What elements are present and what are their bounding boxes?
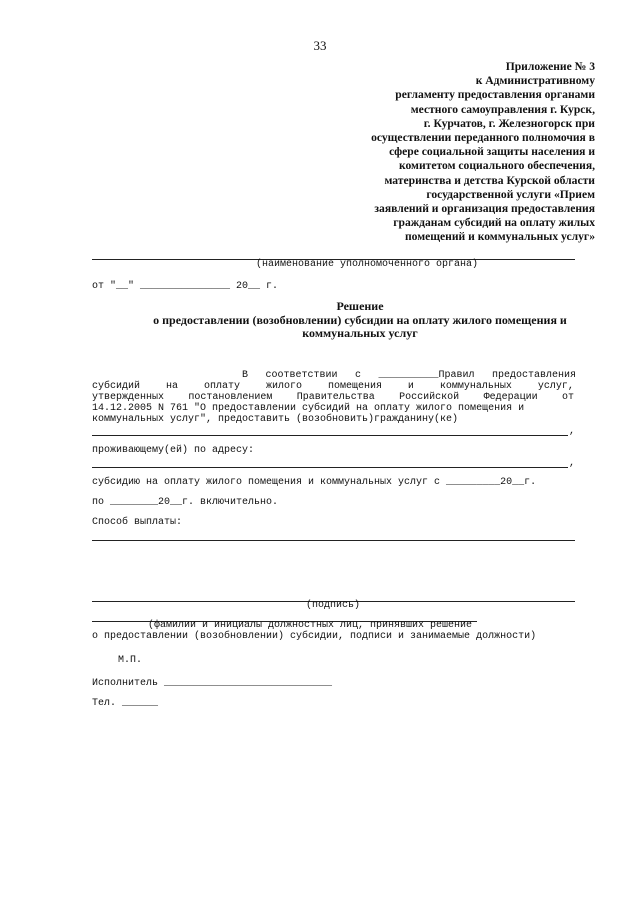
paragraph-line-5: коммунальных услуг", предоставить (возобновить)гражданину(ке) [92, 414, 459, 425]
word: В [242, 370, 249, 381]
stamp-place: М.П. [118, 655, 143, 666]
paragraph-line-2 [92, 381, 574, 392]
address-label: проживающему(ей) по адресу: [92, 445, 255, 456]
appendix-line: гражданам субсидий на оплату жилых [393, 216, 595, 230]
appendix-header [275, 60, 595, 245]
officials-caption: (фамилии и инициалы должностных лиц, принявших решение [148, 620, 473, 631]
appendix-line: к Административному [475, 74, 595, 88]
word: от [561, 392, 574, 403]
org-name-caption: (наименование уполномоченного органа) [256, 259, 479, 270]
appendix-line: материнства и детства Курской области [384, 173, 595, 187]
payment-method-label: Способ выплаты: [92, 517, 183, 528]
address-line [92, 467, 568, 468]
comma: , [569, 458, 576, 469]
word: оплату [203, 381, 240, 392]
word: коммунальных [439, 381, 512, 392]
paragraph-line-3 [92, 392, 574, 403]
decision-title [0, 300, 640, 341]
appendix-line: комитетом социального обеспечения, [398, 159, 595, 173]
appendix-line: Приложение № 3 [505, 60, 595, 73]
subsidy-period-start: субсидию на оплату жилого помещения и коммунальных услуг с _________20__г. [92, 477, 537, 488]
word: жилого [265, 381, 302, 392]
appendix-line: регламенту предоставления органами [395, 88, 595, 102]
appendix-line: помещений и коммунальных услуг» [404, 230, 595, 244]
phone-field: Тел. ______ [92, 698, 159, 709]
word: субсидий [92, 381, 141, 392]
appendix-line: государственной услуги «Прием [426, 187, 595, 201]
appendix-line: заявлений и организация предоставления [374, 202, 595, 216]
executor-field: Исполнитель ____________________________ [92, 678, 333, 689]
title-line: Решение [336, 299, 384, 313]
payment-method-line [92, 540, 575, 541]
paragraph-line-4: 14.12.2005 N 761 "О предоставлении субсидий на оплату жилого помещения и [92, 403, 525, 414]
word: помещения [327, 381, 382, 392]
word: услуг, [537, 381, 574, 392]
appendix-line: г. Курчатов, г. Железногорск при [423, 116, 595, 130]
word: __________Правил [378, 370, 475, 381]
word: предоставления [491, 370, 576, 381]
word: постановлением [188, 392, 273, 403]
word: и [407, 381, 414, 392]
word: Российской [399, 392, 460, 403]
subsidy-period-end: по ________20__г. включительно. [92, 497, 279, 508]
word: Федерации [483, 392, 538, 403]
comma: , [569, 426, 576, 437]
date-line: от "__" _______________ 20__ г. [92, 281, 279, 292]
officials-caption: о предоставлении (возобновлении) субсидии, подписи и занимаемые должности) [92, 631, 537, 642]
appendix-line: местного самоуправления г. Курск, [410, 102, 595, 116]
title-line: коммунальных услуг [302, 326, 418, 340]
word: Правительства [296, 392, 375, 403]
word: утвержденных [92, 392, 165, 403]
citizen-name-line [92, 435, 568, 436]
appendix-line: сфере социальной защиты населения и [389, 145, 595, 159]
paragraph-line-1 [242, 370, 576, 381]
title-line: о предоставлении (возобновлении) субсидии на оплату жилого помещения и [153, 312, 567, 327]
word: с [354, 370, 361, 381]
signature-caption: (подпись) [306, 600, 361, 611]
appendix-line: осуществлении переданного полномочия в [371, 131, 595, 145]
word: на [165, 381, 178, 392]
word: соответствии [265, 370, 338, 381]
page-number: 33 [313, 38, 327, 53]
